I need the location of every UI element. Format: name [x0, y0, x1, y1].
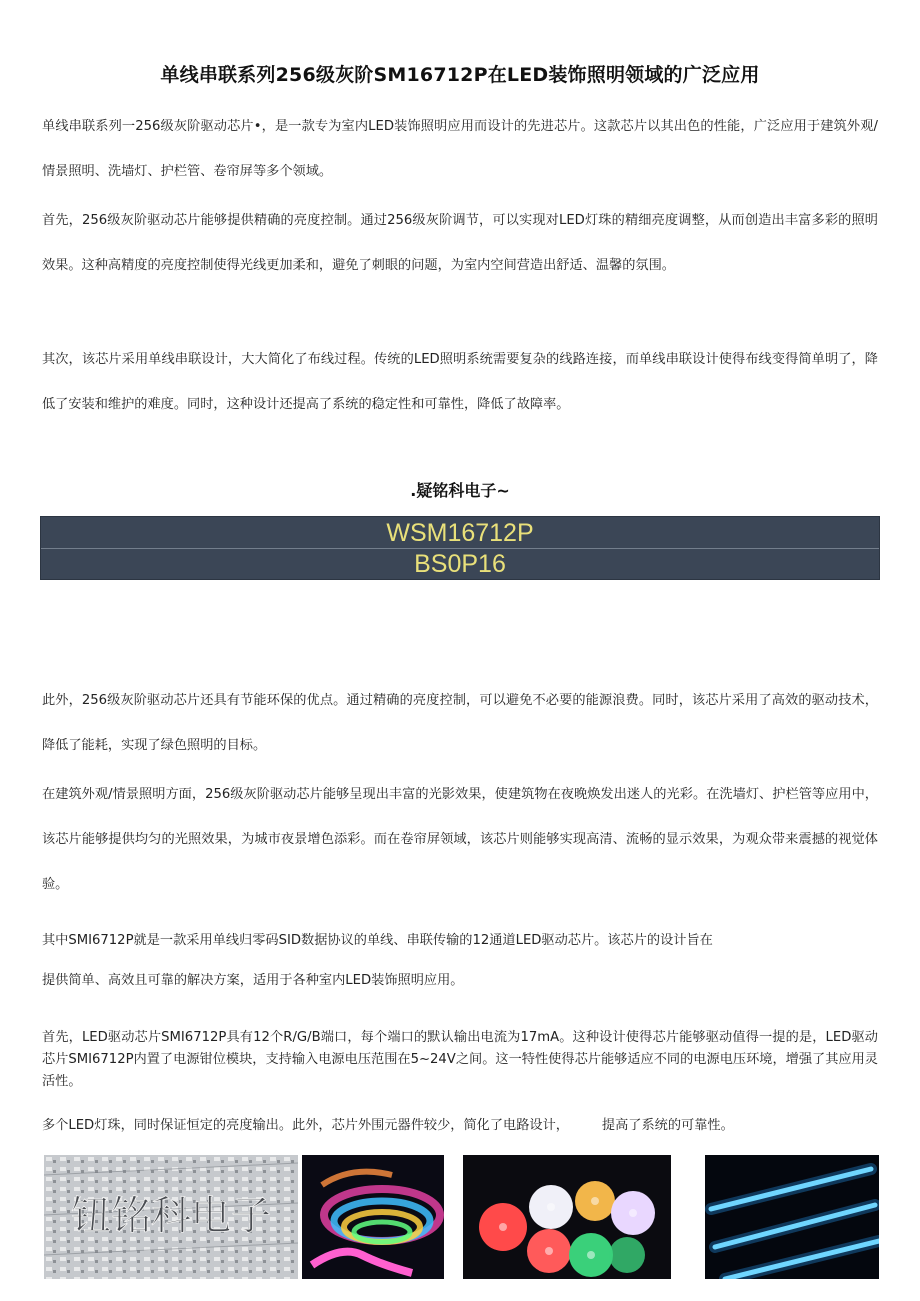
rgb-led-reel-image: [302, 1155, 444, 1279]
board-overlay-text: 钮铭科电子: [71, 1193, 271, 1239]
company-name: .疑铭科电子~: [410, 481, 510, 500]
paragraph-brightness: 首先，256级灰阶驱动芯片能够提供精确的亮度控制。通过256级灰阶调节，可以实现对LED灯珠的精细亮度调整，从而创造出丰富多彩的照明效果。这种高精度的亮度控制使得光线更加柔和，避免了刺眼的问题，为室内空间营造出舒适、温馨的氛围。: [42, 213, 878, 273]
paragraph-sm16712p-intro: 其中SMI6712P就是一款采用单线归零码SID数据协议的单线、串联传输的12通道LED驱动芯片。该芯片的设计旨在: [42, 933, 713, 948]
chip-marking-banner: [40, 516, 880, 580]
paragraph-ports: 首先，LED驱动芯片SMI6712P具有12个R/G/B端口，每个端口的默认输出电流为17mA。这种设计使得芯片能够驱动值得一提的是，LED驱动芯片SMI6712P内置了电源钳位模块，支持输入电源电压范围在5~24V之间。这一特性使得芯片能够适应不同的电源电压环境，增强了其应用灵活性。: [42, 1030, 878, 1089]
paragraph-applications: 在建筑外观/情景照明方面，256级灰阶驱动芯片能够呈现出丰富的光影效果，使建筑物在夜晚焕发出迷人的光彩。在洗墙灯、护栏管等应用中，该芯片能够提供均匀的光照效果，为城市夜景增色添彩。而在卷帘屏领域，该芯片则能够实现高清、流畅的显示效果，为观众带来震撼的视觉体验。: [42, 787, 878, 892]
led-strip-board-image: [44, 1155, 298, 1279]
paragraph-sm16712p-solution: 提供简单、高效且可靠的解决方案，适用于各种室内LED装饰照明应用。: [42, 973, 464, 988]
blue-led-tubes-image: [705, 1155, 879, 1279]
paragraph-reliability: 多个LED灯珠，同时保证恒定的亮度输出。此外，芯片外围元器件较少，简化了电路设计， 提高了系统的可靠性。: [42, 1118, 734, 1133]
paragraph-energy: 此外，256级灰阶驱动芯片还具有节能环保的优点。通过精确的亮度控制，可以避免不必要的能源浪费。同时，该芯片采用了高效的驱动技术，降低了能耗，实现了绿色照明的目标。: [42, 693, 878, 753]
paragraph-wiring: 其次，该芯片采用单线串联设计，大大简化了布线过程。传统的LED照明系统需要复杂的线路连接，而单线串联设计使得布线变得简单明了，降低了安装和维护的难度。同时，这种设计还提高了系统的稳定性和可靠性，降低了故障率。: [42, 352, 878, 412]
rgb-led-modules-image: [463, 1155, 671, 1279]
page-title: 单线串联系列256级灰阶SM16712P在LED装饰照明领域的广泛应用: [160, 64, 760, 86]
chip-batch-code: BS0P16: [414, 550, 506, 578]
banner-divider: [41, 548, 879, 549]
chip-model: WSM16712P: [386, 519, 534, 547]
paragraph-intro: 单线串联系列一256级灰阶驱动芯片•，是一款专为室内LED装饰照明应用而设计的先进芯片。这款芯片以其出色的性能，广泛应用于建筑外观/情景照明、洗墙灯、护栏管、卷帘屏等多个领域。: [42, 119, 878, 179]
